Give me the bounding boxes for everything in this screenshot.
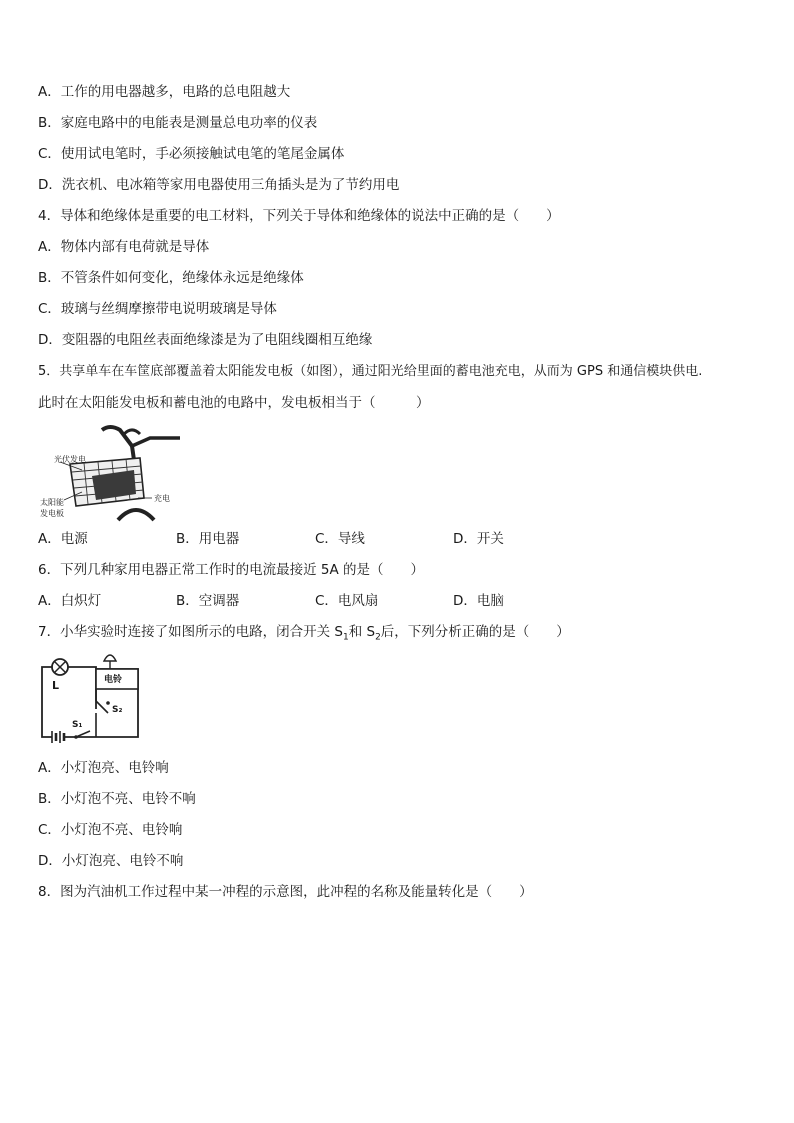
q4-option-a: A．物体内部有电荷就是导体 [38,239,210,255]
q3-option-b: B．家庭电路中的电能表是测量总电功率的仪表 [38,115,318,131]
lamp-label: L [52,679,60,692]
circuit-diagram [38,651,143,749]
q5-stem-line2: 此时在太阳能发电板和蓄电池的电路中，发电板相当于（ ） [38,395,430,411]
label-pv: 光伏发电 [54,455,86,464]
s2-label: S₂ [112,705,123,715]
q6-option-a: A．白炽灯 [38,593,102,609]
q7-option-c: C．小灯泡不亮、电铃响 [38,822,183,838]
q6-option-b: B．空调器 [176,593,240,609]
q8-stem: 8．图为汽油机工作过程中某一冲程的示意图，此冲程的名称及能量转化是（ ） [38,884,533,900]
q4-stem: 4．导体和绝缘体是重要的电工材料，下列关于导体和绝缘体的说法中正确的是（ ） [38,208,560,224]
s1-label: S₁ [72,720,83,730]
q5-option-c: C．导线 [315,531,365,547]
label-charge: 充电 [154,494,170,503]
q7-option-b: B．小灯泡不亮、电铃不响 [38,791,196,807]
q7-option-d: D．小灯泡亮、电铃不响 [38,853,184,869]
q5-option-a: A．电源 [38,531,88,547]
q6-option-c: C．电风扇 [315,593,379,609]
q6-stem: 6．下列几种家用电器正常工作时的电流最接近 5A 的是（ ） [38,562,424,578]
label-panel-2: 发电板 [40,509,64,518]
q6-option-d: D．电脑 [453,593,504,609]
q7-option-a: A．小灯泡亮、电铃响 [38,760,169,776]
q5-option-d: D．开关 [453,531,504,547]
q4-option-d: D．变阻器的电阻丝表面绝缘漆是为了电阻线圈相互绝缘 [38,332,373,348]
q7-circuit-figure [38,651,143,749]
q3-option-a: A．工作的用电器越多，电路的总电阻越大 [38,84,291,100]
q4-option-b: B．不管条件如何变化，绝缘体永远是绝缘体 [38,270,304,286]
q7-stem: 7．小华实验时连接了如图所示的电路，闭合开关 $S_1$和 $S_2$后，下列分析正确的是（ ） [38,624,570,643]
q3-option-d: D．洗衣机、电冰箱等家用电器使用三角插头是为了节约用电 [38,177,400,193]
q5-option-b: B．用电器 [176,531,240,547]
q5-stem-line1: 5．共享单车在车筐底部覆盖着太阳能发电板（如图），通过阳光给里面的蓄电池充电，从而为 GPS 和通信模块供电. [38,364,703,379]
q5-bike-basket-figure [40,424,190,524]
bell-label: 电铃 [104,675,123,685]
label-panel-1: 太阳能 [40,498,64,507]
q3-option-c: C．使用试电笔时，手必须接触试电笔的笔尾金属体 [38,146,345,162]
q4-option-c: C．玻璃与丝绸摩擦带电说明玻璃是导体 [38,301,277,317]
